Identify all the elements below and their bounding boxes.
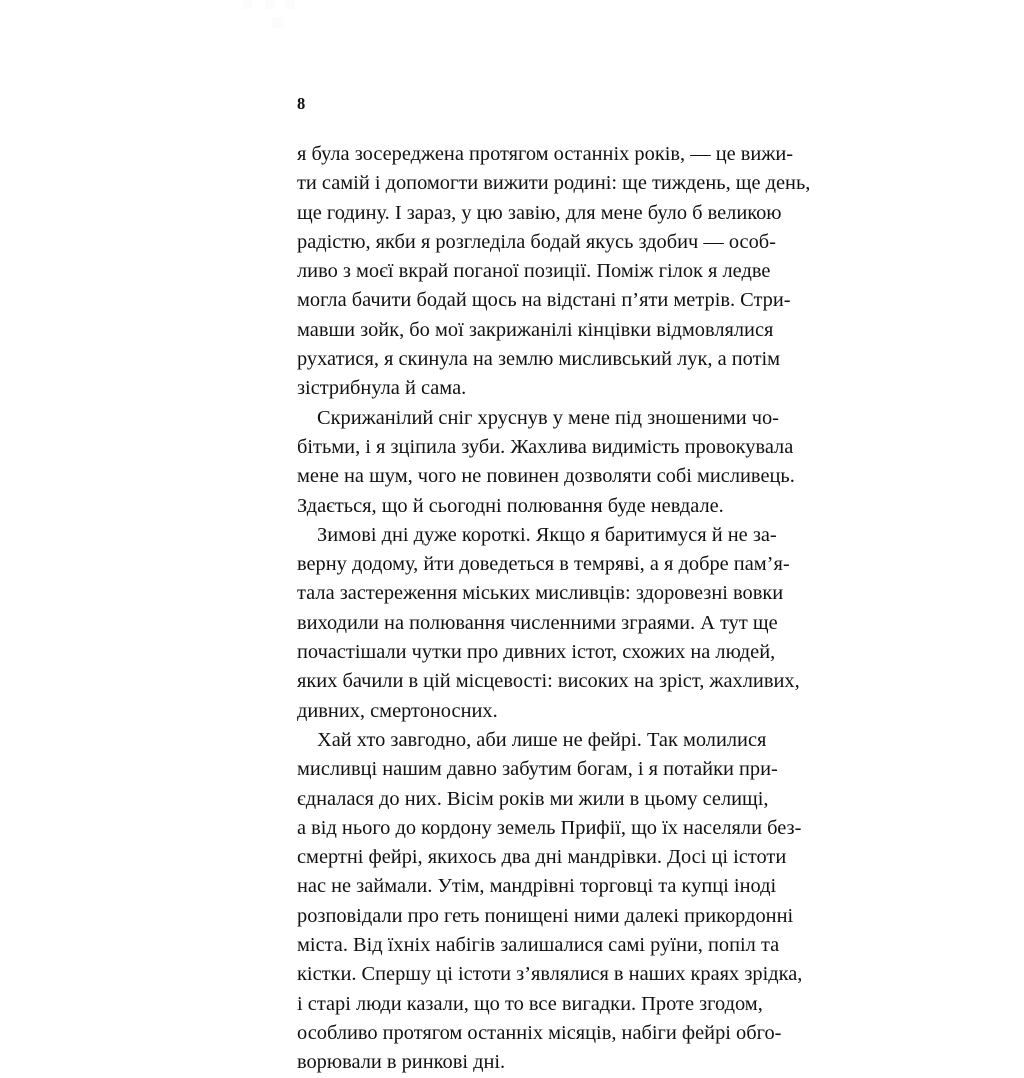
text-line: рухатися, я скинула на землю мисливський лук, а потім	[297, 348, 781, 371]
text-line: тала застереження міських мисливців: здоровезні вовки	[297, 582, 784, 605]
text-line: мисливці нашим давно забутим богам, і я потайки при-	[297, 758, 778, 781]
text-line: мавши зойк, бо мої закрижанілі кінцівки відмовлялися	[297, 318, 774, 341]
text-line: ще годину. І зараз, у цю завію, для мене було б великою	[297, 201, 782, 224]
scan-artifact	[272, 17, 284, 28]
text-line: смертні фейрі, якихось два дні мандрівки. Досі ці істоти	[297, 846, 787, 869]
text-line: ливо з моєї вкрай поганої позиції. Поміж гілок я ледве	[297, 260, 771, 283]
scan-artifact	[265, 0, 275, 9]
text-line: Здається, що й сьогодні полювання буде невдале.	[297, 494, 724, 517]
text-line: бітьми, і я зціпила зуби. Жахлива видимість провокувала	[297, 435, 794, 458]
page-content	[297, 94, 811, 1078]
paragraph	[297, 521, 800, 726]
text-line: єдналася до них. Вісім років ми жили в цьому селищі,	[297, 787, 769, 810]
text-line: кістки. Спершу ці істоти з’являлися в наших краях зрідка,	[297, 963, 803, 986]
paragraph	[297, 404, 795, 521]
text-line: нас не займали. Утім, мандрівні торговці та купці іноді	[297, 875, 777, 898]
text-line: могла бачити бодай щось на відстані п’яти метрів. Стри-	[297, 289, 791, 312]
text-line: верну додому, йти доведеться в темряві, а я добре пам’я-	[297, 553, 790, 576]
text-line: Зимові дні дуже короткі. Якщо я баритимуся й не за-	[317, 523, 777, 546]
text-line: зістрибнула й сама.	[297, 377, 467, 400]
paragraph	[297, 726, 803, 1078]
text-line: ти самій і допомогти вижити родині: ще тиждень, ще день,	[297, 172, 811, 195]
text-line: ворювали в ринкові дні.	[297, 1051, 506, 1074]
scan-artifact	[242, 0, 252, 9]
text-line: мене на шум, чого не повинен дозволяти собі мисливець.	[297, 465, 795, 488]
text-line: яких бачили в цій місцевості: високих на зріст, жахливих,	[297, 670, 800, 693]
body-text	[297, 140, 811, 1078]
text-line: міста. Від їхніх набігів залишалися самі руїни, попіл та	[297, 934, 780, 957]
paragraph	[297, 140, 811, 404]
text-line: особливо протягом останніх місяців, набіги фейрі обго-	[297, 1021, 782, 1044]
text-line: я була зосереджена протягом останніх років, — це вижи-	[297, 143, 794, 165]
text-line: виходили на полювання численними зграями. А тут ще	[297, 611, 778, 634]
text-line: почастішали чутки про дивних істот, схожих на людей,	[297, 641, 776, 664]
text-line: розповідали про геть понищені ними далекі прикордонні	[297, 904, 794, 927]
text-line: дивних, смертоносних.	[297, 699, 498, 722]
text-line: а від нього до кордону земель Прифії, що їх населяли без-	[297, 816, 802, 839]
scan-artifact	[285, 0, 295, 9]
page-number: 8	[297, 94, 306, 113]
text-line: Хай хто завгодно, аби лише не фейрі. Так молилися	[317, 728, 767, 751]
text-line: радістю, якби я розгледіла бодай якусь здобич — особ-	[297, 230, 776, 253]
text-line: і старі люди казали, що то все вигадки. Проте згодом,	[297, 992, 763, 1015]
text-line: Скрижанілий сніг хруснув у мене під зношеними чо-	[317, 406, 779, 429]
